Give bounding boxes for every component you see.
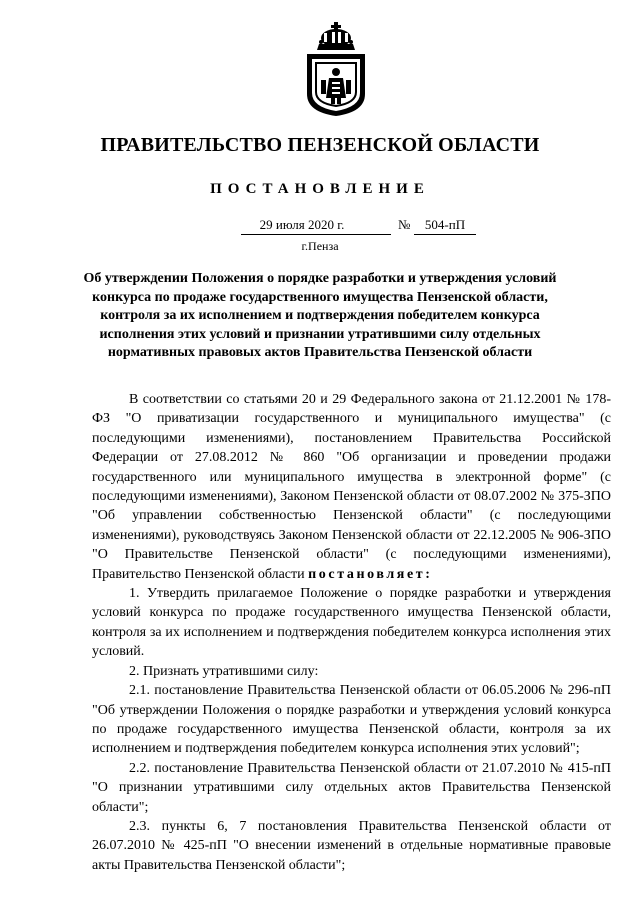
document-number: 504-пП: [424, 217, 466, 232]
preamble-text: В соответствии со статьями 20 и 29 Федерального закона от 21.12.2001 № 178-ФЗ "О приватизации государственного и муниципального имущества" (с последующими изменениями), постановлением Правительства Российской Федерации от 27.08.2012 № 860 "Об организации и проведении продажи государственного или муниципального имущества в электронной форме" (с последующими изменениями), Законом Пензенской области от 08.07.2002 № 375-ЗПО "Об управлении собственностью Пензенской области" (с последующими изменениями), руководствуясь Законом Пензенской области от 22.12.2005 № 906-ЗПО "О Правительстве Пензенской области" (с последующими изменениями), Правительство Пензенской области: [92, 392, 611, 582]
clause-2: 2. Признать утратившими силу:: [129, 663, 319, 679]
clause-2-1: 2.1. постановление Правительства Пензенской области от 06.05.2006 № 296-пП "Об утверждении Положения о порядке разработки и утверждения условий конкурса по продаже государственного имущества Пензенской области, контроля за их исполнением и подтверждения победителем конкурса исполнения этих условий";: [92, 683, 611, 757]
government-title: ПРАВИТЕЛЬСТВО ПЕНЗЕНСКОЙ ОБЛАСТИ: [100, 134, 540, 156]
document-subject: Об утверждении Положения о порядке разработки и утверждения условий конкурса по продаже государственного имущества Пензенской области, контроля за их исполнением и подтверждения победителем конкурса исполнения этих условий и признании утратившими силу отдельных нормативных правовых актов Правительства Пензенской области: [83, 271, 557, 360]
date-underline: [241, 234, 391, 235]
coat-of-arms-emblem: [303, 20, 369, 118]
document-type: ПОСТАНОВЛЕНИЕ: [210, 181, 430, 197]
number-underline: [414, 234, 476, 235]
preamble-paragraph: [92, 390, 611, 584]
clause-1: 1. Утвердить прилагаемое Положение о порядке разработки и утверждения условий конкурса по продаже государственного имущества Пензенской области, контроля за их исполнением и подтверждения победителем конкурса исполнения этих условий.: [92, 586, 611, 660]
number-sign: №: [398, 217, 411, 232]
clause-2-2: 2.2. постановление Правительства Пензенской области от 21.07.2010 № 415-пП "О признании утратившими силу отдельных актов Правительства Пензенской области";: [92, 760, 611, 815]
decree-word: постановляет:: [308, 566, 433, 582]
document-body: [92, 390, 611, 875]
clause-2-3: 2.3. пункты 6, 7 постановления Правительства Пензенской области от 26.07.2010 № 425-пП "О внесении изменений в отдельные нормативные правовые акты Правительства Пензенской области";: [92, 818, 611, 873]
city-label: г.Пенза: [301, 239, 339, 253]
document-date: 29 июля 2020 г.: [259, 217, 345, 232]
date-number-row: [0, 217, 640, 237]
